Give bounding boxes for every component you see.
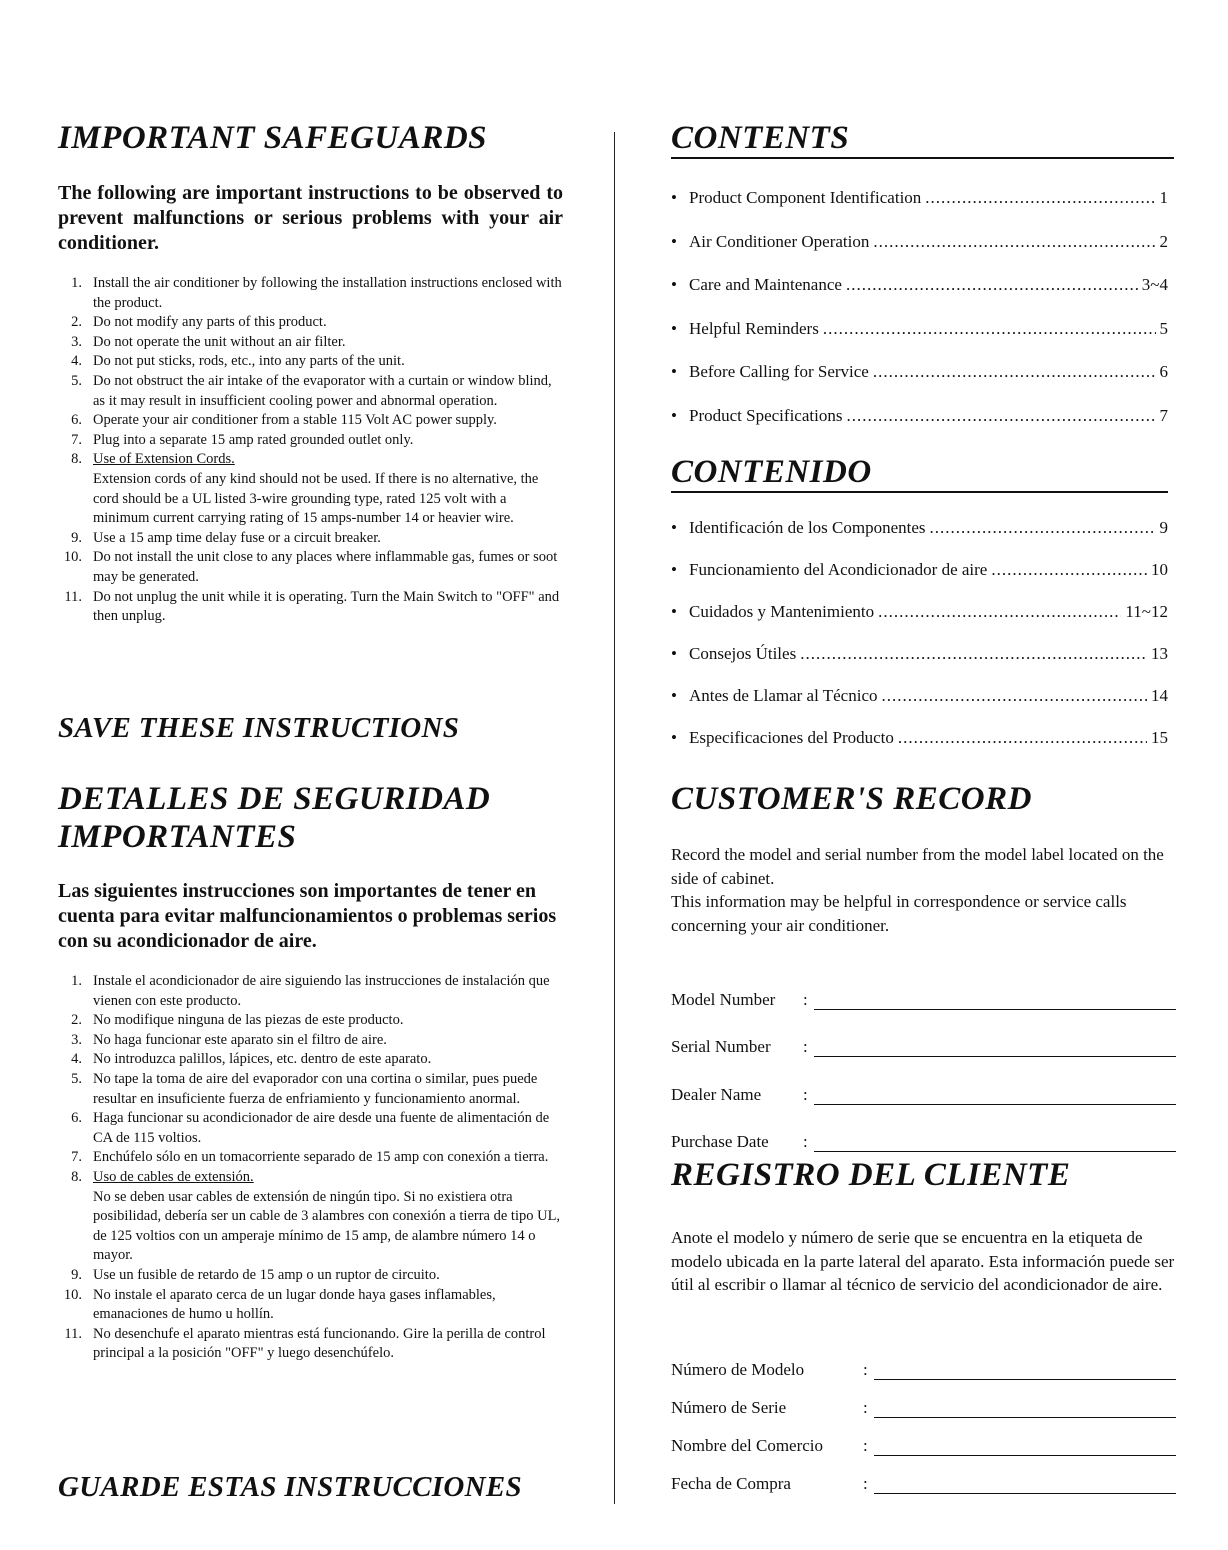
detalles-title-line1: DETALLES DE SEGURIDAD [58,781,491,817]
safeguards-list [58,274,563,627]
contents-list [671,188,1168,449]
toc-item: • Funcionamiento del Acondicionador de aire ..... 10 [671,560,1168,602]
toc-item: • Especificaciones del Producto ..... 15 [671,728,1168,770]
detalles-intro: Las siguientes instrucciones son importantes de tener en cuenta para evitar malfuncionamientos o problemas serios con su acondicionador de aire. [58,880,557,952]
toc-item: • Product Specifications ..... 7 [671,406,1168,450]
list-item: 10. Do not install the unit close to any places where inflammable gas, fumes or soot may be generated. [63,549,558,585]
contenido-title: CONTENIDO [671,455,1168,493]
list-item: 1. Instale el acondicionador de aire siguiendo las instrucciones de instalación que vienen con este producto. [71,973,550,1009]
extension-cords-heading: Use of Extension Cords. [93,451,235,468]
toc-item: • Air Conditioner Operation ..... 2 [671,232,1168,276]
purchase-date-line[interactable] [814,1137,1176,1152]
numero-serie-field[interactable]: Número de Serie : [671,1380,1176,1418]
nombre-comercio-field[interactable]: Nombre del Comercio : [671,1418,1176,1456]
list-item: 6. Haga funcionar su acondicionador de aire desde una fuente de alimentación de CA de 115 voltios. [71,1110,550,1146]
list-item: 5. Do not obstruct the air intake of the evaporator with a curtain or window blind, as it may result in insufficient cooling power and abnormal operation. [71,372,552,409]
registro-fields [671,1342,1176,1494]
serial-number-field[interactable]: Serial Number : [671,1010,1176,1058]
toc-item: • Care and Maintenance ..... 3~4 [671,275,1168,319]
dealer-name-field[interactable]: Dealer Name : [671,1057,1176,1105]
list-item: 11. No desenchufe el aparato mientras está funcionando. Gire la perilla de control principal a la posición "OFF" y luego desenchúfelo. [64,1325,546,1362]
registro-title: REGISTRO DEL CLIENTE [671,1157,1071,1193]
list-item: 2. Do not modify any parts of this product. [71,314,327,331]
model-number-line[interactable] [814,995,1176,1010]
list-item: 7. Plug into a separate 15 amp rated grounded outlet only. [71,431,414,448]
customer-record-para2: This information may be helpful in correspondence or service calls concerning your air conditioner. [671,892,1127,935]
fecha-compra-field[interactable]: Fecha de Compra : [671,1456,1176,1494]
column-divider [614,132,615,1504]
numero-modelo-line[interactable] [874,1365,1176,1380]
customer-record-fields [671,962,1176,1152]
safeguards-intro: The following are important instructions to be observed to prevent malfunctions or serious problems with your air conditioner. [58,182,563,254]
list-item: 4. Do not put sticks, rods, etc., into any parts of the unit. [71,353,405,370]
toc-item: • Helpful Reminders ..... 5 [671,319,1168,363]
nombre-comercio-line[interactable] [874,1441,1176,1456]
list-item: 8. Use of Extension Cords. Extension cords of any kind should not be used. If there is no alternative, the cord should be a UL listed 3-wire grounding type, rated 125 volt with a minimum current carrying rating of 15 amps-number 14 or heavier wire. [71,451,539,527]
fecha-compra-line[interactable] [874,1479,1176,1494]
save-instructions-heading: SAVE THESE INSTRUCTIONS [58,712,460,744]
guarde-instrucciones-heading: GUARDE ESTAS INSTRUCCIONES [58,1471,522,1503]
list-item: 4. No introduzca palillos, lápices, etc. dentro de este aparato. [71,1051,432,1068]
model-number-field[interactable]: Model Number : [671,962,1176,1010]
toc-item: • Before Calling for Service ..... 6 [671,362,1168,406]
contents-title: CONTENTS [671,121,1174,159]
purchase-date-field[interactable]: Purchase Date : [671,1105,1176,1153]
dealer-name-line[interactable] [814,1090,1176,1105]
cables-extension-heading: Uso de cables de extensión. [93,1168,254,1185]
list-item: 6. Operate your air conditioner from a stable 115 Volt AC power supply. [71,412,497,429]
toc-item: • Identificación de los Componentes ..... 9 [671,518,1168,560]
list-item: 8. Uso de cables de extensión. No se deben usar cables de extensión de ningún tipo. Si no existiera otra posibilidad, debería ser un cable de 3 alambres con conexión a tierra de tipo UL, de 125 voltios con un amperaje mínimo de 15 amp, de alambre número 14 o mayor. [71,1168,561,1264]
numero-serie-line[interactable] [874,1403,1176,1418]
customer-record-para1: Record the model and serial number from the model label located on the side of cabinet. [671,845,1164,888]
toc-item: • Consejos Útiles ..... 13 [671,644,1168,686]
detalles-title-line2: IMPORTANTES [58,819,297,855]
list-item: 2. No modifique ninguna de las piezas de este producto. [71,1012,404,1029]
list-item: 3. Do not operate the unit without an air filter. [71,333,346,350]
list-item: 1. Install the air conditioner by following the installation instructions enclosed with the product. [71,275,562,311]
serial-number-line[interactable] [814,1042,1176,1057]
numero-modelo-field[interactable]: Número de Modelo : [671,1342,1176,1380]
safeguards-title: IMPORTANT SAFEGUARDS [58,120,488,156]
list-item: 10. No instale el aparato cerca de un lugar donde haya gases inflamables, emanaciones de humo u hollín. [63,1286,496,1323]
toc-item: • Antes de Llamar al Técnico ..... 14 [671,686,1168,728]
toc-item: • Cuidados y Mantenimiento ..... 11~12 [671,602,1168,644]
list-item: 11. Do not unplug the unit while it is operating. Turn the Main Switch to "OFF" and then unplug. [64,588,560,625]
toc-item: • Product Component Identification ..... 1 [671,188,1168,232]
registro-para: Anote el modelo y número de serie que se encuentra en la etiqueta de modelo ubicada en la parte lateral del aparato. Esta información puede ser útil al escribir o llamar al técnico de servicio del acondicionador de aire. [671,1228,1175,1294]
list-item: 9. Use un fusible de retardo de 15 amp o un ruptor de circuito. [71,1266,440,1283]
detalles-list [58,972,563,1364]
customer-record-title: CUSTOMER'S RECORD [671,781,1032,817]
contenido-list [671,518,1168,770]
list-item: 9. Use a 15 amp time delay fuse or a circuit breaker. [71,529,381,546]
list-item: 7. Enchúfelo sólo en un tomacorriente separado de 15 amp con conexión a tierra. [71,1149,549,1166]
list-item: 5. No tape la toma de aire del evaporador con una cortina o similar, pues puede resultar en insuficiente fuerza de enfriamiento y funcionamiento anormal. [71,1070,538,1107]
list-item: 3. No haga funcionar este aparato sin el filtro de aire. [71,1031,387,1048]
